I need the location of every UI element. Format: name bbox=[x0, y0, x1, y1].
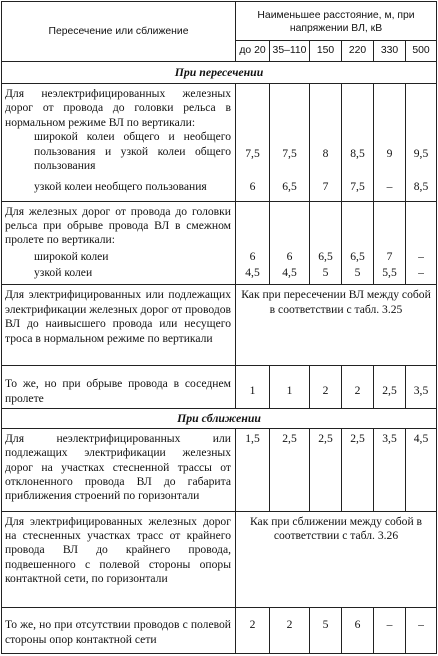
value-cell: 7,5 bbox=[236, 130, 270, 174]
value-cell: 6 bbox=[270, 250, 310, 266]
value-cell: – bbox=[374, 175, 406, 201]
value-cell: 2 bbox=[270, 608, 310, 654]
value-cell: 2 bbox=[236, 608, 270, 654]
value-cell: 5 bbox=[310, 266, 342, 285]
clearance-table bbox=[1, 1, 437, 654]
value-cell: 2,5 bbox=[374, 366, 406, 408]
value-cell: 7 bbox=[310, 175, 342, 201]
value-cell: 1,5 bbox=[236, 428, 270, 511]
value-cell: 2 bbox=[342, 366, 374, 408]
value-cell: 4,5 bbox=[406, 428, 437, 511]
value-cell: 5,5 bbox=[374, 266, 406, 285]
value-cell: 8 bbox=[310, 130, 342, 174]
row4-description: То же, но при обрыве провода в соседнем пролете bbox=[2, 366, 236, 408]
value-cell: – bbox=[374, 608, 406, 654]
row6-description: Для электрифицированных железных дорог на стесненных участках трасс от крайнего провода ВЛ до крайнего провода, подвешенного с полевой стороны опоры контактной сети, по горизонтали bbox=[2, 511, 236, 608]
section-title-crossing: При пересечении bbox=[2, 61, 437, 83]
header-top: Наименьшее расстояние, м, при напряжении ВЛ, кВ bbox=[236, 2, 437, 41]
value-cell: 7,5 bbox=[342, 175, 374, 201]
value-cell: 2 bbox=[310, 366, 342, 408]
row2-sub1-description: широкой колеи bbox=[2, 250, 236, 266]
value-cell: 7 bbox=[374, 250, 406, 266]
voltage-header: 330 bbox=[374, 41, 406, 61]
value-cell: 4,5 bbox=[270, 266, 310, 285]
value-cell: 2,5 bbox=[270, 428, 310, 511]
value-cell: 9 bbox=[374, 130, 406, 174]
row2-sub2-description: узкой колеи bbox=[2, 266, 236, 285]
value-cell: 2,5 bbox=[310, 428, 342, 511]
row3-description: Для электрифицированных или подлежащих электрификации железных дорог от проводов ВЛ до наивысшего провода или несущего троса в нормальном режиме по вертикали bbox=[2, 285, 236, 366]
row6-reference-note: Как при сближении между собой в соответствии с табл. 3.26 bbox=[236, 511, 437, 608]
row1-sub1-description: широкой колеи общего и необщего пользования и узкой колеи общего пользования bbox=[2, 130, 236, 174]
value-cell: 8,5 bbox=[406, 175, 437, 201]
value-cell: 8,5 bbox=[342, 130, 374, 174]
value-cell: 5 bbox=[342, 266, 374, 285]
voltage-header: 150 bbox=[310, 41, 342, 61]
value-cell: 6,5 bbox=[310, 250, 342, 266]
value-cell: 3,5 bbox=[406, 366, 437, 408]
value-cell: 1 bbox=[236, 366, 270, 408]
value-cell: 6,5 bbox=[270, 175, 310, 201]
value-cell: 9,5 bbox=[406, 130, 437, 174]
value-cell: 6 bbox=[236, 250, 270, 266]
voltage-header: 500 bbox=[406, 41, 437, 61]
row1-description: Для неэлектрифицированных железных дорог от провода до головки рельса в нормальном режиме ВЛ по вертикали: bbox=[2, 83, 236, 130]
value-cell: – bbox=[406, 250, 437, 266]
value-cell: 6,5 bbox=[342, 250, 374, 266]
voltage-header: 220 bbox=[342, 41, 374, 61]
value-cell: 5 bbox=[310, 608, 342, 654]
row7-description: То же, но при отсутствии проводов с полевой стороны опор контактной сети bbox=[2, 608, 236, 654]
row1-sub2-description: узкой колеи необщего пользования bbox=[2, 175, 236, 201]
value-cell: 6 bbox=[342, 608, 374, 654]
value-cell: – bbox=[406, 608, 437, 654]
value-cell: 1 bbox=[270, 366, 310, 408]
value-cell: 7,5 bbox=[270, 130, 310, 174]
voltage-header: до 20 bbox=[236, 41, 270, 61]
row5-description: Для неэлектрифицированных или подлежащих электрификации железных дорог на участках стесненной трассы от отклоненного провода ВЛ до габарита приближения строений по горизонтали bbox=[2, 428, 236, 511]
row3-reference-note: Как при пересечении ВЛ между собой в соответствии с табл. 3.25 bbox=[236, 285, 437, 366]
voltage-header: 35–110 bbox=[270, 41, 310, 61]
value-cell: 4,5 bbox=[236, 266, 270, 285]
section-title-approach: При сближении bbox=[2, 408, 437, 428]
value-cell: 6 bbox=[236, 175, 270, 201]
value-cell: – bbox=[406, 266, 437, 285]
value-cell: 2,5 bbox=[342, 428, 374, 511]
value-cell: 3,5 bbox=[374, 428, 406, 511]
row2-description: Для железных дорог от провода до головки рельса при обрыве провода ВЛ в смежном пролете по вертикали: bbox=[2, 201, 236, 249]
header-left: Пересечение или сближение bbox=[2, 2, 236, 62]
